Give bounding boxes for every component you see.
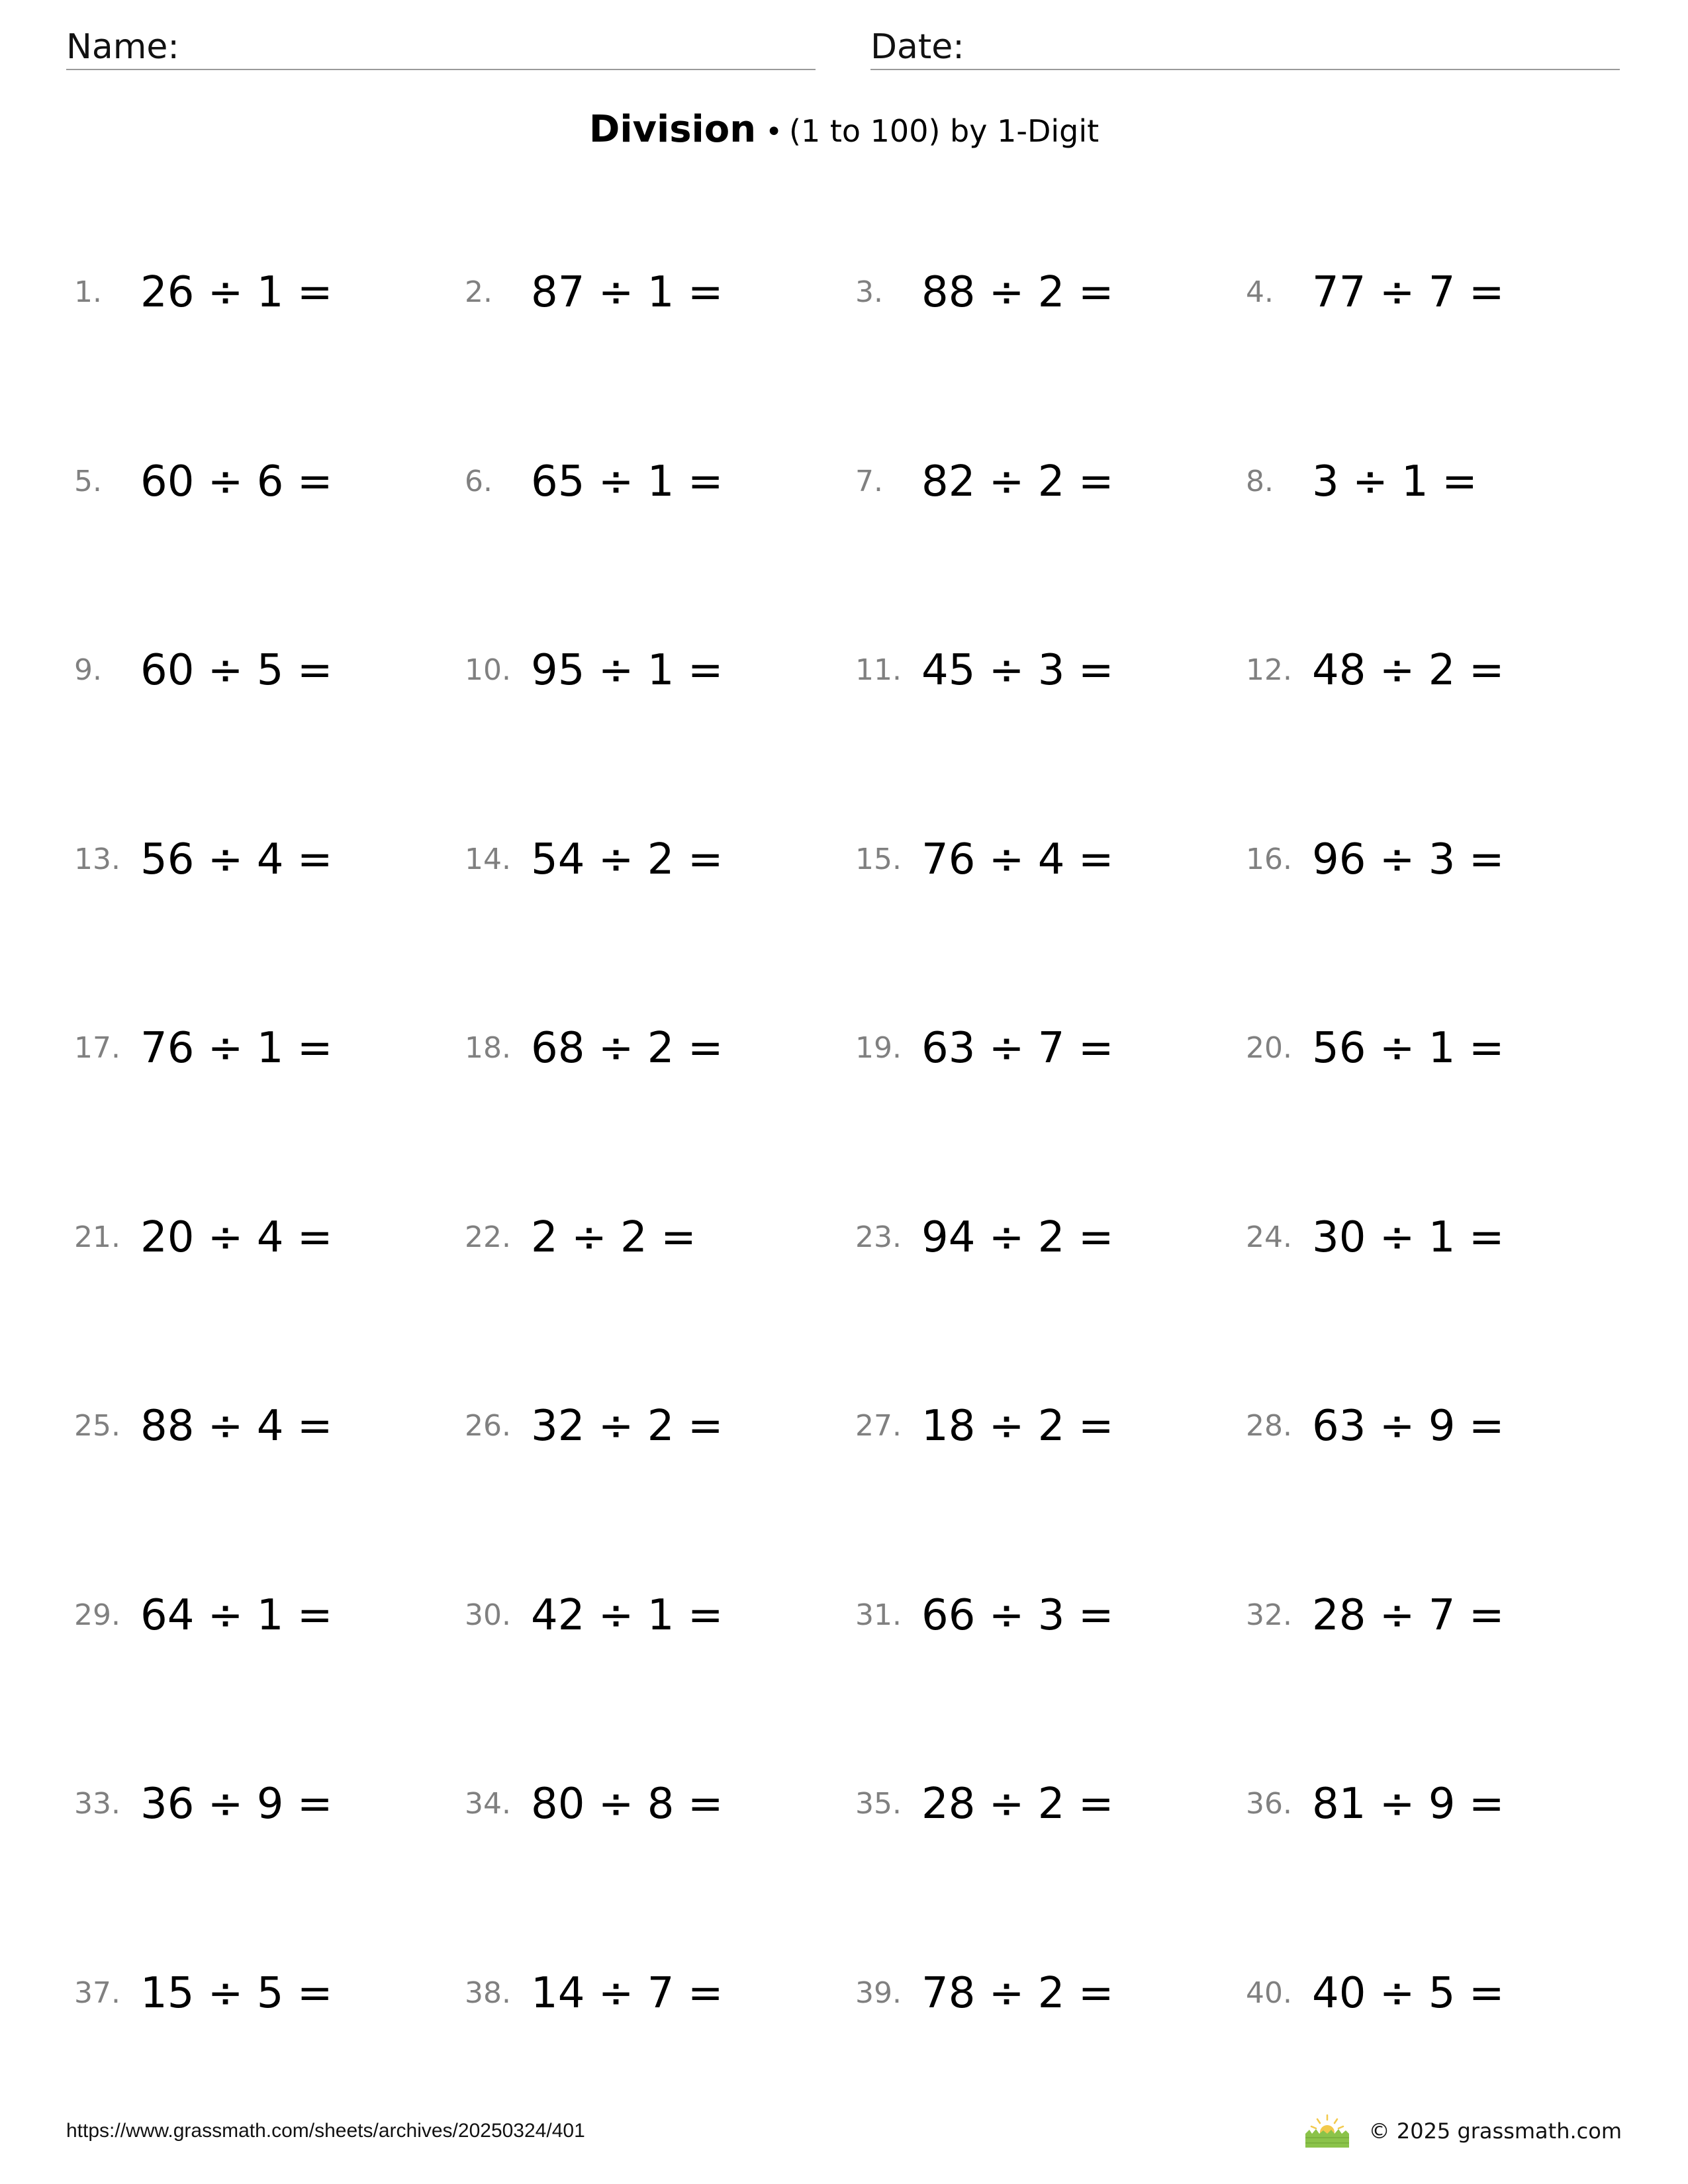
problem-number: 5. xyxy=(74,465,102,498)
problem-number: 23. xyxy=(855,1220,902,1254)
problem-number: 11. xyxy=(855,653,902,687)
problem-number: 25. xyxy=(74,1409,120,1443)
problem-number: 29. xyxy=(74,1598,120,1632)
problem-expression: 60 ÷ 6 = xyxy=(140,457,333,506)
problem-expression: 63 ÷ 9 = xyxy=(1312,1402,1505,1451)
problem-expression: 26 ÷ 1 = xyxy=(140,268,333,317)
title-main: Division xyxy=(588,108,757,151)
problem-number: 13. xyxy=(74,842,120,876)
problem-expression: 48 ÷ 2 = xyxy=(1312,646,1505,695)
problem-expression: 88 ÷ 4 = xyxy=(140,1402,333,1451)
problem-expression: 18 ÷ 2 = xyxy=(921,1402,1114,1451)
problem-number: 14. xyxy=(465,842,511,876)
problem-expression: 54 ÷ 2 = xyxy=(531,835,724,884)
problem-number: 21. xyxy=(74,1220,120,1254)
problem-number: 12. xyxy=(1246,653,1292,687)
problem-number: 28. xyxy=(1246,1409,1292,1443)
problem-expression: 56 ÷ 1 = xyxy=(1312,1024,1505,1073)
problem-expression: 60 ÷ 5 = xyxy=(140,646,333,695)
problem-expression: 65 ÷ 1 = xyxy=(531,457,724,506)
problem-expression: 15 ÷ 5 = xyxy=(140,1969,333,2018)
date-label: Date: xyxy=(870,27,964,67)
problem-number: 15. xyxy=(855,842,902,876)
problem-number: 20. xyxy=(1246,1031,1292,1065)
title-subtitle: (1 to 100) by 1-Digit xyxy=(789,113,1100,149)
problem-number: 31. xyxy=(855,1598,902,1632)
problem-expression: 45 ÷ 3 = xyxy=(921,646,1114,695)
problem-expression: 63 ÷ 7 = xyxy=(921,1024,1114,1073)
problem-number: 40. xyxy=(1246,1976,1292,2010)
problem-number: 26. xyxy=(465,1409,511,1443)
problem-number: 6. xyxy=(465,465,492,498)
sun-over-grass-icon xyxy=(1304,2114,1350,2148)
problem-number: 7. xyxy=(855,465,883,498)
problem-number: 3. xyxy=(855,275,883,309)
problem-expression: 78 ÷ 2 = xyxy=(921,1969,1114,2018)
problem-expression: 14 ÷ 7 = xyxy=(531,1969,724,2018)
problem-number: 9. xyxy=(74,653,102,687)
problem-expression: 82 ÷ 2 = xyxy=(921,457,1114,506)
problem-number: 39. xyxy=(855,1976,902,2010)
problem-number: 8. xyxy=(1246,465,1274,498)
problem-number: 22. xyxy=(465,1220,511,1254)
problem-expression: 36 ÷ 9 = xyxy=(140,1780,333,1829)
problem-number: 36. xyxy=(1246,1787,1292,1821)
problem-number: 10. xyxy=(465,653,511,687)
problem-expression: 87 ÷ 1 = xyxy=(531,268,724,317)
problem-expression: 40 ÷ 5 = xyxy=(1312,1969,1505,2018)
problem-expression: 68 ÷ 2 = xyxy=(531,1024,724,1073)
problem-number: 18. xyxy=(465,1031,511,1065)
footer-credit xyxy=(1304,2114,1622,2148)
problem-expression: 77 ÷ 7 = xyxy=(1312,268,1505,317)
problem-number: 38. xyxy=(465,1976,511,2010)
problem-number: 27. xyxy=(855,1409,902,1443)
problem-number: 35. xyxy=(855,1787,902,1821)
problem-expression: 2 ÷ 2 = xyxy=(531,1213,696,1262)
problem-number: 2. xyxy=(465,275,492,309)
problem-number: 32. xyxy=(1246,1598,1292,1632)
problem-expression: 3 ÷ 1 = xyxy=(1312,457,1477,506)
problem-expression: 30 ÷ 1 = xyxy=(1312,1213,1505,1262)
problem-number: 33. xyxy=(74,1787,120,1821)
problem-expression: 81 ÷ 9 = xyxy=(1312,1780,1505,1829)
problem-number: 24. xyxy=(1246,1220,1292,1254)
problem-expression: 28 ÷ 7 = xyxy=(1312,1591,1505,1640)
problem-number: 4. xyxy=(1246,275,1274,309)
problem-expression: 88 ÷ 2 = xyxy=(921,268,1114,317)
problem-expression: 95 ÷ 1 = xyxy=(531,646,724,695)
problem-expression: 80 ÷ 8 = xyxy=(531,1780,724,1829)
problem-number: 30. xyxy=(465,1598,511,1632)
problem-expression: 32 ÷ 2 = xyxy=(531,1402,724,1451)
problem-expression: 20 ÷ 4 = xyxy=(140,1213,333,1262)
problem-expression: 42 ÷ 1 = xyxy=(531,1591,724,1640)
problem-number: 19. xyxy=(855,1031,902,1065)
problem-expression: 96 ÷ 3 = xyxy=(1312,835,1505,884)
problem-expression: 94 ÷ 2 = xyxy=(921,1213,1114,1262)
problem-expression: 66 ÷ 3 = xyxy=(921,1591,1114,1640)
name-label: Name: xyxy=(66,27,179,67)
problem-number: 37. xyxy=(74,1976,120,2010)
problem-number: 17. xyxy=(74,1031,120,1065)
problem-expression: 56 ÷ 4 = xyxy=(140,835,333,884)
footer-url: https://www.grassmath.com/sheets/archives/20250324/401 xyxy=(66,2120,585,2142)
title-separator: • xyxy=(765,115,783,149)
problem-number: 16. xyxy=(1246,842,1292,876)
problem-expression: 76 ÷ 1 = xyxy=(140,1024,333,1073)
problem-expression: 64 ÷ 1 = xyxy=(140,1591,333,1640)
problem-number: 34. xyxy=(465,1787,511,1821)
problem-expression: 76 ÷ 4 = xyxy=(921,835,1114,884)
problem-number: 1. xyxy=(74,275,102,309)
problem-expression: 28 ÷ 2 = xyxy=(921,1780,1114,1829)
copyright-text: © 2025 grassmath.com xyxy=(1368,2118,1622,2144)
